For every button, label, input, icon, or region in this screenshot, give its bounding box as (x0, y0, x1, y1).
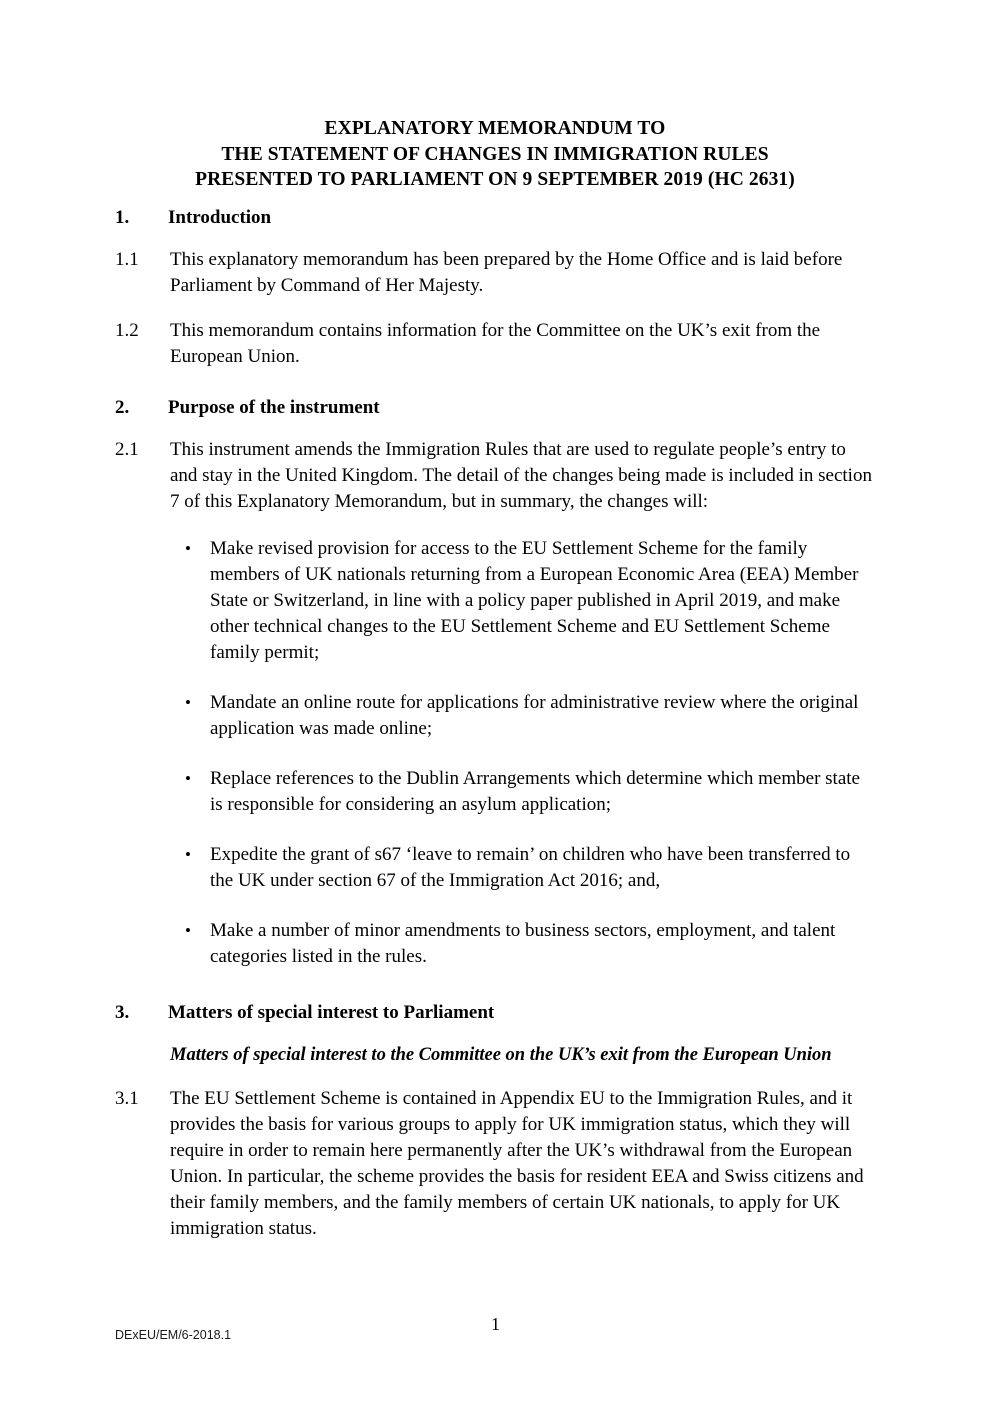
bullet-icon: • (185, 921, 191, 940)
list-item (115, 766, 877, 818)
list-item-text: Mandate an online route for applications for administrative review where the original application was made online; (210, 692, 859, 739)
list-item-text: Replace references to the Dublin Arrangements which determine which member state is responsible for considering an asylum application; (210, 768, 860, 815)
bullet-icon: • (185, 845, 191, 864)
section-number-1: 1. (115, 207, 130, 228)
page-number: 1 (491, 1314, 500, 1334)
paragraph-2-1 (115, 437, 877, 515)
section-label-3: Matters of special interest to Parliament (168, 1002, 495, 1023)
section-number-3: 3. (115, 1002, 130, 1023)
section-heading-3 (115, 1000, 877, 1026)
bullet-icon: • (185, 539, 191, 558)
list-item-text: Make revised provision for access to the EU Settlement Scheme for the family members of UK nationals returning from a European Economic Area (EEA) Member State or Switzerland, in line with a policy paper published in April 2019, and make other technical changes to the EU Settlement Scheme and EU Settlement Scheme family permit; (210, 538, 859, 663)
document-title-line-3: PRESENTED TO PARLIAMENT ON 9 SEPTEMBER 2019 (HC 2631) (195, 169, 795, 190)
list-item-text: Expedite the grant of s67 ‘leave to remain’ on children who have been transferred to the UK under section 67 of the Immigration Act 2016; and, (210, 844, 851, 891)
list-item (115, 918, 877, 970)
list-item (115, 842, 877, 894)
list-item (115, 690, 877, 742)
section-label-1: Introduction (168, 207, 272, 228)
paragraph-text-2-1: This instrument amends the Immigration Rules that are used to regulate people’s entry to and stay in the United Kingdom. The detail of the changes being made is included in section 7 of this Explanatory Memorandum, but in summary, the changes will: (170, 439, 872, 512)
list-item-text: Make a number of minor amendments to business sectors, employment, and talent categories listed in the rules. (210, 920, 836, 967)
paragraph-number-3-1: 3.1 (115, 1088, 139, 1109)
section-label-2: Purpose of the instrument (168, 397, 380, 418)
bullet-icon: • (185, 769, 191, 788)
section-heading-1 (115, 205, 877, 231)
list-item (115, 536, 877, 666)
paragraph-text-1-1: This explanatory memorandum has been prepared by the Home Office and is laid before Parliament by Command of Her Majesty. (170, 249, 843, 296)
changes-bullet-list (115, 536, 877, 970)
section-heading-2 (115, 395, 877, 421)
paragraph-text-1-2: This memorandum contains information for the Committee on the UK’s exit from the European Union. (170, 320, 821, 367)
section-number-2: 2. (115, 397, 130, 418)
paragraph-3-1 (115, 1086, 877, 1242)
paragraph-1-1 (115, 247, 877, 299)
bullet-icon: • (185, 693, 191, 712)
document-title-line-1: EXPLANATORY MEMORANDUM TO (324, 118, 666, 139)
document-body (115, 205, 877, 1261)
paragraph-number-1-1: 1.1 (115, 249, 139, 270)
section-subheading-3: Matters of special interest to the Committee on the UK’s exit from the European Union (170, 1045, 832, 1065)
paragraph-1-2 (115, 318, 877, 370)
paragraph-text-3-1: The EU Settlement Scheme is contained in Appendix EU to the Immigration Rules, and it provides the basis for various groups to apply for UK immigration status, which they will require in order to remain here permanently after the UK’s withdrawal from the European Union. In particular, the scheme provides the basis for resident EEA and Swiss citizens and their family members, and the family members of certain UK nationals, to apply for UK immigration status. (170, 1088, 864, 1239)
paragraph-number-2-1: 2.1 (115, 439, 139, 460)
document-title-line-2: THE STATEMENT OF CHANGES IN IMMIGRATION RULES (221, 143, 769, 165)
document-title (115, 116, 875, 193)
footer-reference: DExEU/EM/6-2018.1 (115, 1328, 232, 1342)
paragraph-number-1-2: 1.2 (115, 320, 139, 341)
